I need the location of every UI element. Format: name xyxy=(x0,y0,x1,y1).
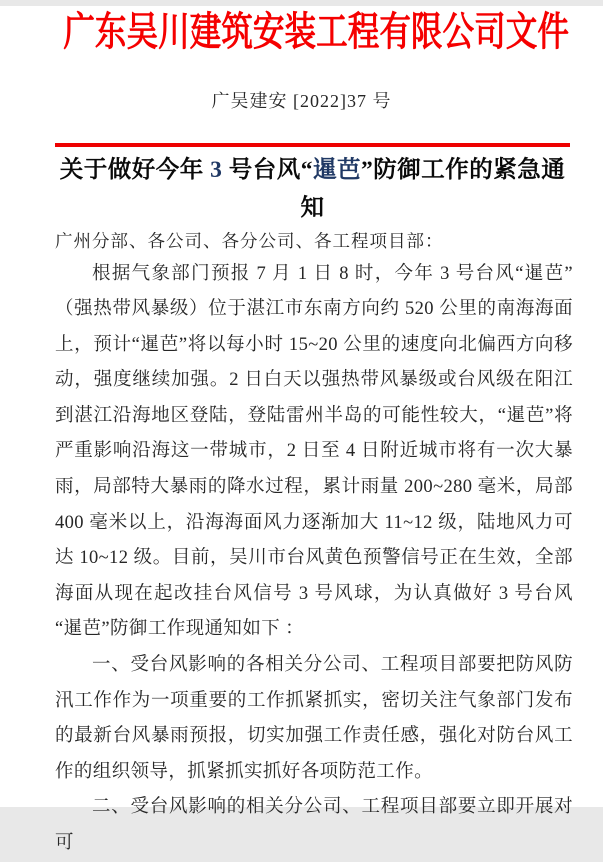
document-page xyxy=(0,6,603,853)
typhoon-name-highlight: 3 xyxy=(210,156,223,183)
red-divider-line xyxy=(55,143,570,147)
document-title xyxy=(0,151,603,227)
body-paragraph: 二、受台风影响的相关分公司、工程项目部要立即开展对可 xyxy=(55,797,573,853)
title-text: 号台风“ xyxy=(222,156,313,183)
salutation: 广州分部、各公司、各分公司、各工程项目部： xyxy=(55,230,444,251)
title-text: ”防御工作的紧急通知 xyxy=(300,156,566,221)
doc-number: 广吴建安 [2022]37 号 xyxy=(211,91,392,111)
title-text: 关于做好今年 xyxy=(59,156,211,183)
body-paragraph: 一、受台风影响的各相关分公司、工程项目部要把防风防汛工作作为一项重要的工作抓紧抓实，密切关注气象部门发布的最新台风暴雨预报，切实加强工作责任感，强化对防台风工作的组织领导，抓紧抓实抓好各项防范工作。 xyxy=(55,655,573,782)
document-header-org-title: 广东吴川建筑安装工程有限公司文件 xyxy=(63,9,569,54)
document-body xyxy=(55,257,573,862)
body-paragraph: 根据气象部门预报 7 月 1 日 8 时，今年 3 号台风“暹芭”（强热带风暴级）位于湛江市东南方向约 520 公里的南海海面上，预计“暹芭”将以每小时 15~20 公里的速度向北偏西方向移动，强度继续加强。2 日白天以强热带风暴级或台风级在阳江到湛江沿海地区登陆，登陆雷州半岛的可能性较大，“暹芭”将严重影响沿海这一带城市，2 日至 4 日附近城市将有一次大暴雨，局部特大暴雨的降水过程，累计雨量 200~280 毫米，局部 400 毫米以上，沿海海面风力逐渐加大 11~12 级，陆地风力可达 10~12 级。目前，吴川市台风黄色预警信号正在生效，全部海面从现在起改挂台风信号 3 号风球，为认真做好 3 号台风“暹芭”防御工作现通知如下 ： xyxy=(55,263,573,640)
typhoon-name-highlight: 暹芭 xyxy=(313,156,361,183)
